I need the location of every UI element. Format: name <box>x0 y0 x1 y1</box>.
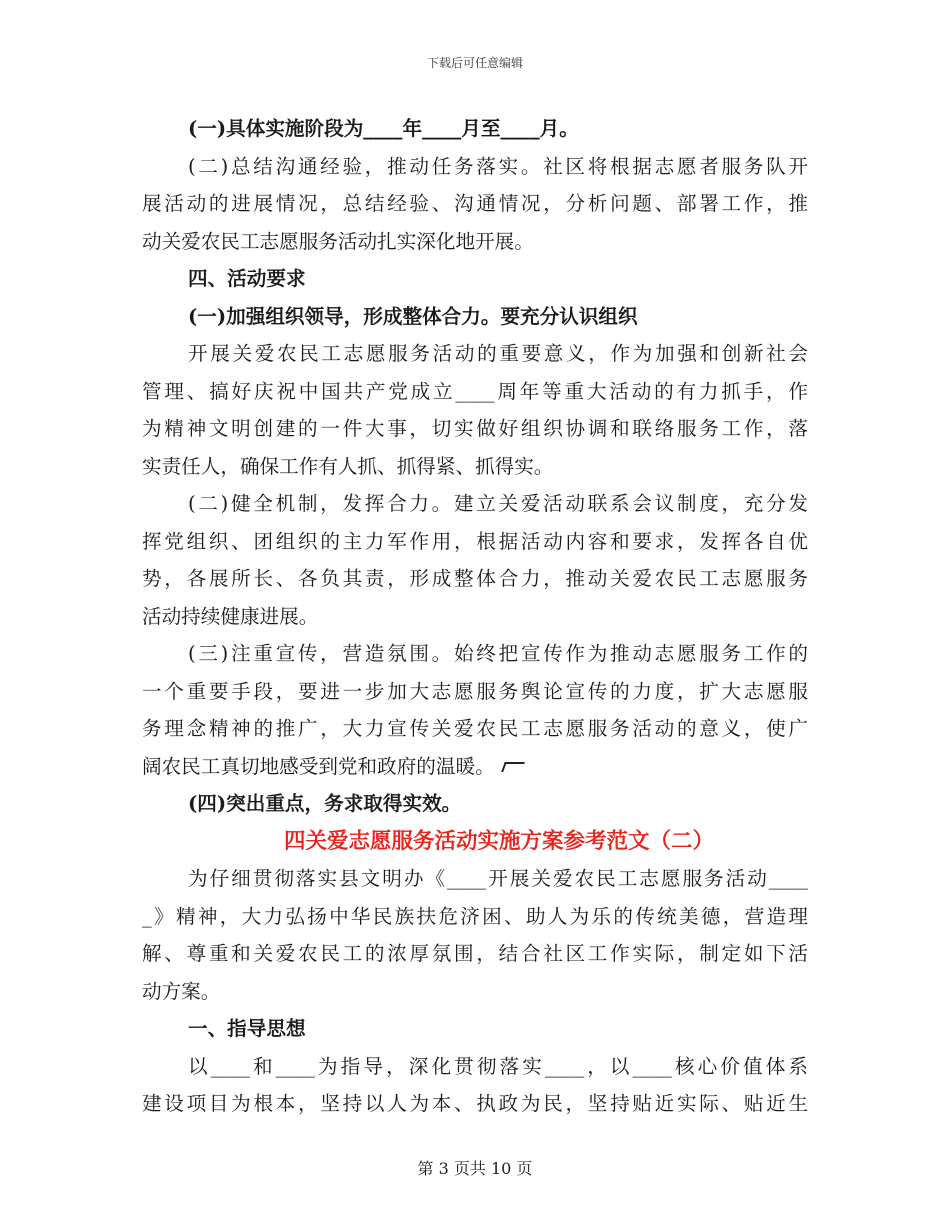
paragraph-line: 展活动的进展情况，总结经验、沟通情况，分析问题、部署工作，推 <box>142 192 808 215</box>
page-header: 下载后可任意编辑 <box>426 56 523 70</box>
paragraph-line: 实责任人，确保工作有人抓、抓得紧、抓得实。 <box>142 454 554 478</box>
paragraph-line: 活动持续健康进展。 <box>142 604 319 628</box>
paragraph-line: 管理、搞好庆祝中国共产党成立____周年等重大活动的有力抓手，作 <box>142 379 808 403</box>
paragraph-line: 挥党组织、团组织的主力军作用，根据活动内容和要求，发挥各自优 <box>142 529 808 553</box>
paragraph-line: 以____和____为指导，深化贯彻落实____，以____核心价值体系 <box>188 1054 808 1078</box>
subsection-heading: (一)加强组织领导，形成整体合力。要充分认识组织 <box>188 304 638 328</box>
section-heading: 一、指导思想 <box>188 1017 306 1040</box>
paragraph-line: 为仔细贯彻落实县文明办《____开展关爱农民工志愿服务活动____ <box>188 867 808 890</box>
subsection-heading: (四)突出重点，务求取得实效。 <box>188 792 462 815</box>
document-title: 四关爱志愿服务活动实施方案参考范文（二） <box>283 828 714 854</box>
paragraph-text: 阔农民工真切地感受到党和政府的温暖。 <box>142 754 495 778</box>
paragraph-line: (二)健全机制，发挥合力。建立关爱活动联系会议制度，充分发 <box>188 492 808 515</box>
edit-mark-icon <box>501 762 525 772</box>
paragraph-line: 势，各展所长、各负其责，形成整体合力，推动关爱农民工志愿服务 <box>142 567 808 590</box>
paragraph-line: 务理念精神的推广，大力宣传关爱农民工志愿服务活动的意义，使广 <box>142 717 808 740</box>
paragraph-line: (一)具体实施阶段为____年____月至____月。 <box>188 117 579 140</box>
paragraph-line: (三)注重宣传，营造氛围。始终把宣传作为推动志愿服务工作的 <box>188 642 808 665</box>
paragraph-line: 动方案。 <box>142 979 221 1003</box>
paragraph-line: 开展关爱农民工志愿服务活动的重要意义，作为加强和创新社会 <box>188 342 808 365</box>
paragraph-line-with-mark <box>142 748 808 786</box>
paragraph-line: 为精神文明创建的一件大事，切实做好组织协调和联络服务工作，落 <box>142 417 808 440</box>
paragraph-line: 解、尊重和关爱农民工的浓厚氛围，结合社区工作实际，制定如下活 <box>142 942 808 965</box>
document-body <box>142 110 808 1123</box>
paragraph-line: 一个重要手段，要进一步加大志愿服务舆论宣传的力度，扩大志愿服 <box>142 679 808 703</box>
paragraph-line: 建设项目为根本，坚持以人为本、执政为民，坚持贴近实际、贴近生 <box>142 1092 808 1115</box>
paragraph-line: 动关爱农民工志愿服务活动扎实深化地开展。 <box>142 229 534 253</box>
section-heading: 四、活动要求 <box>188 267 306 290</box>
paragraph-line: _》精神，大力弘扬中华民族扶危济困、助人为乐的传统美德，营造理 <box>142 904 808 928</box>
page-footer: 第 3 页共 10 页 <box>417 1159 533 1178</box>
paragraph-line: (二)总结沟通经验，推动任务落实。社区将根据志愿者服务队开 <box>188 154 808 178</box>
